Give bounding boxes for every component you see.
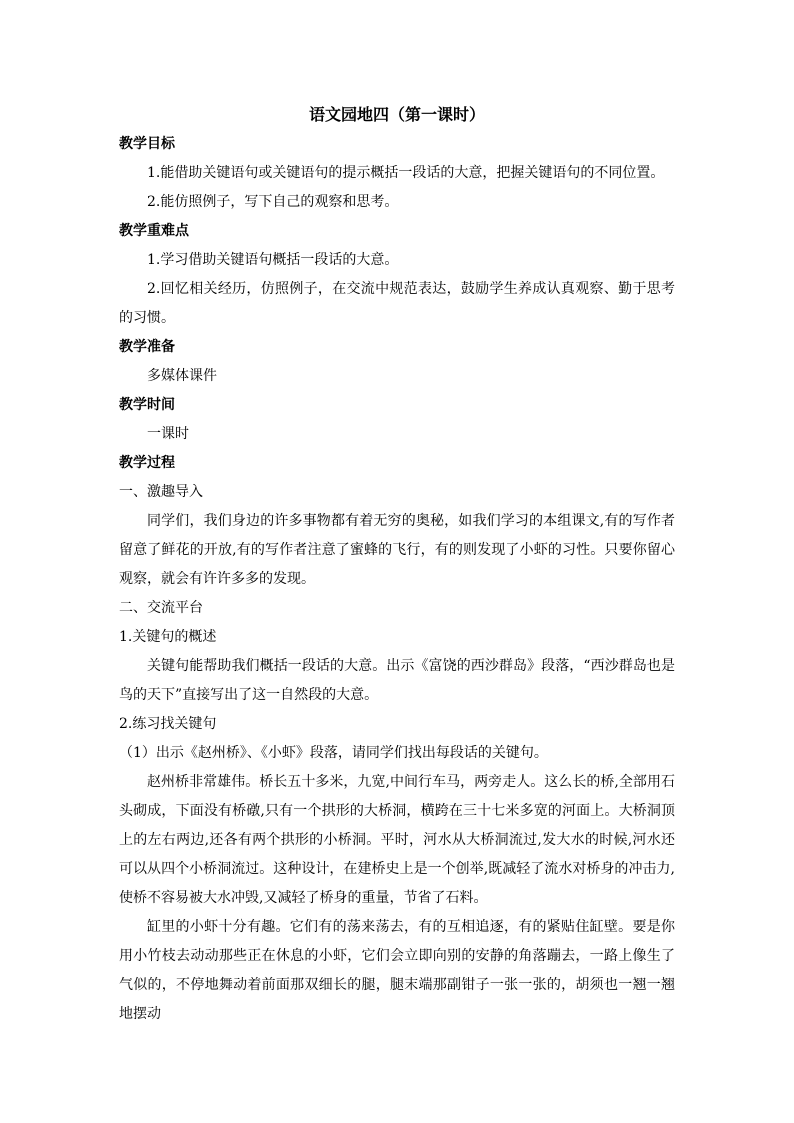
key-points-heading: 教学重难点	[119, 223, 189, 239]
key-point-item-2: 2.回忆相关经历，仿照例子，在交流中规范表达，鼓励学生养成认真观察、勤于思考的习惯。	[119, 281, 675, 326]
process-part1-text: 同学们，我们身边的许多事物都有着无穷的奥秘，如我们学习的本组课文,有的写作者留意了鲜花的开放,有的写作者注意了蜜蜂的飞行，有的则发现了小虾的习性。只要你留心观察，就会有许许多多的发现。	[119, 513, 675, 587]
zhaozhou-bridge-paragraph: 赵州桥非常雄伟。桥长五十多米，九宽,中间行车马，两旁走人。这么长的桥,全部用石头砌成，下面没有桥礅,只有一个拱形的大桥洞，横跨在三十七米多宽的河面上。大桥洞顶上的左右两边,还各有两个拱形的小桥洞。平时，河水从大桥洞流过,发大水的时候,河水还可以从四个小桥洞流过。这种设计，在建桥史上是一个创举,既减轻了流水对桥身的冲击力,使桥不容易被大水冲毁,又减轻了桥身的重量，节省了石料。	[119, 774, 675, 906]
time-heading: 教学时间	[119, 397, 175, 413]
process-heading: 教学过程	[119, 455, 175, 471]
process-sub1-text: 关键句能帮助我们概括一段话的大意。出示《富饶的西沙群岛》段落，“西沙群岛也是鸟的天下”直接写出了这一自然段的大意。	[119, 658, 675, 703]
process-sub1-heading: 1.关键句的概述	[119, 629, 217, 645]
document-page	[119, 98, 675, 1029]
process-part2-heading: 二、交流平台	[119, 600, 203, 616]
preparation-text: 多媒体课件	[147, 368, 217, 384]
goal-item-1: 1.能借助关键语句或关键语句的提示概括一段话的大意，把握关键语句的不同位置。	[147, 165, 665, 181]
shrimp-paragraph: 缸里的小虾十分有趣。它们有的荡来荡去，有的互相追逐，有的紧贴住缸壁。要是你用小竹枝去动动那些正在休息的小虾，它们会立即向别的安静的角落蹦去，一路上像生了气似的，不停地舞动着前面那双细长的腿，腿末端那副钳子一张一张的，胡须也一翘一翘地摆动	[119, 919, 675, 1022]
key-point-item-1: 1.学习借助关键语句概括一段话的大意。	[147, 252, 399, 268]
process-part1-heading: 一、激趣导入	[119, 484, 203, 500]
document-title: 语文园地四（第一课时）	[308, 105, 485, 124]
goal-item-2: 2.能仿照例子，写下自己的观察和思考。	[147, 194, 399, 210]
process-sub2-step: （1）出示《赵州桥》、《小虾》段落，请同学们找出每段话的关键句。	[119, 745, 548, 761]
time-text: 一课时	[147, 426, 189, 442]
process-sub2-heading: 2.练习找关键句	[119, 716, 217, 732]
preparation-heading: 教学准备	[119, 339, 175, 355]
goals-heading: 教学目标	[119, 136, 175, 152]
